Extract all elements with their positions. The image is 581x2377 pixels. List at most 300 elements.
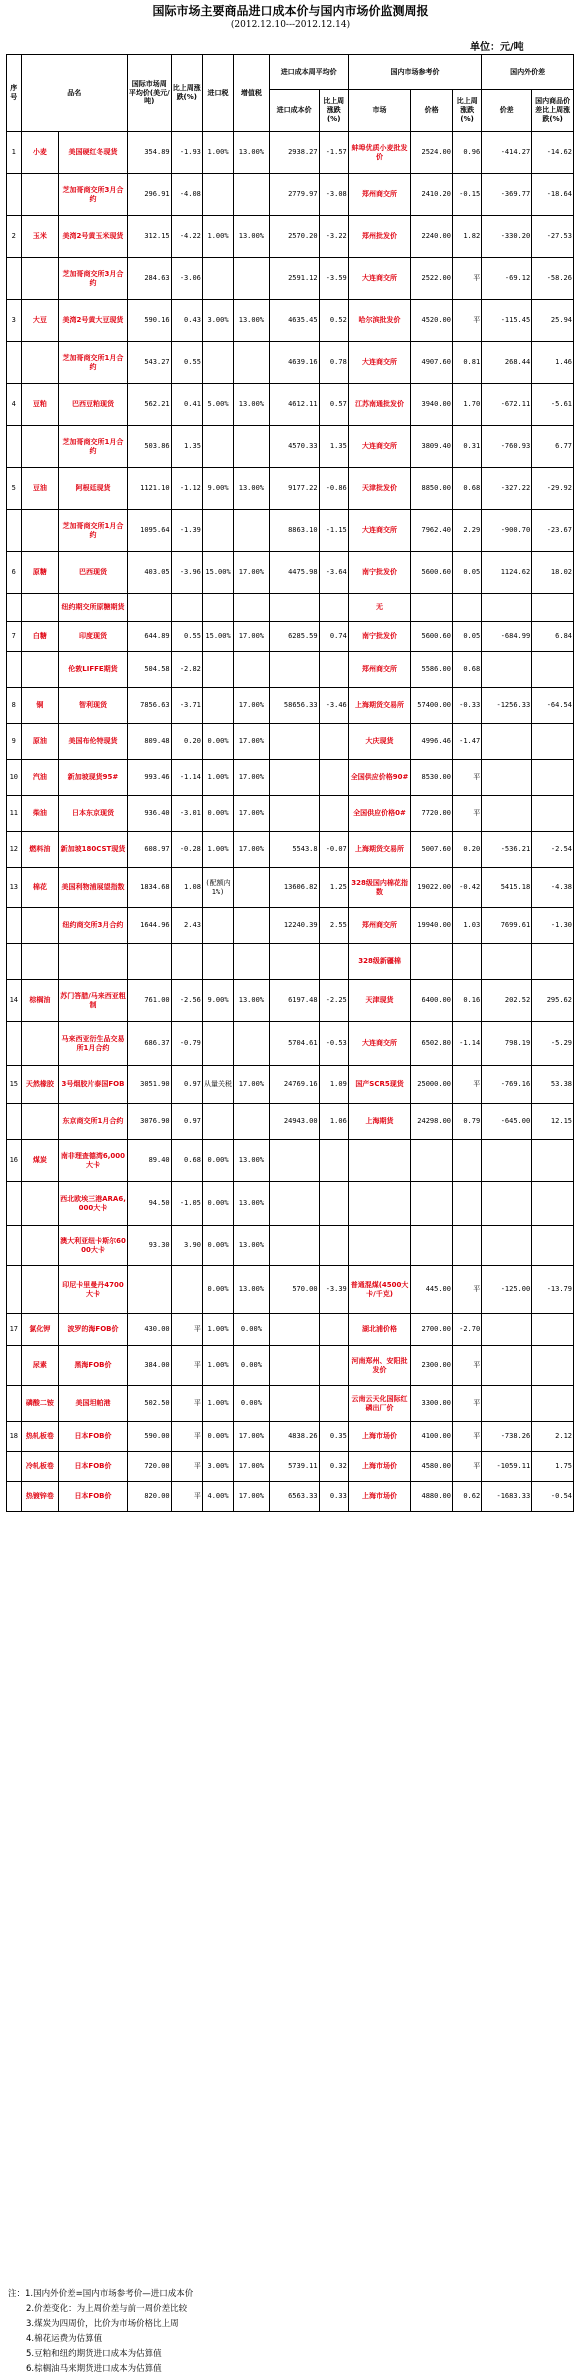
cell-drate: -2.54 — [532, 832, 574, 868]
cell-seq: 2 — [7, 216, 22, 258]
cell-drate: 6.84 — [532, 622, 574, 652]
cell-vat: 13.00% — [234, 132, 269, 174]
cell-drate: -23.67 — [532, 510, 574, 552]
cell-intl: 354.89 — [127, 132, 171, 174]
cell-intl: 3051.90 — [127, 1066, 171, 1104]
cell-ichg: 平 — [171, 1386, 202, 1422]
cell-market: 湖北浦价格 — [348, 1314, 411, 1346]
cell-vat — [234, 174, 269, 216]
cell-cost: 12240.39 — [269, 908, 319, 944]
cell-name — [21, 1182, 59, 1226]
cell-diff — [482, 1346, 532, 1386]
cell-cost: 4639.16 — [269, 342, 319, 384]
cell-diff: -900.70 — [482, 510, 532, 552]
cell-market: 蚌埠优质小麦批发价 — [348, 132, 411, 174]
cell-pchg: 1.03 — [453, 908, 482, 944]
cell-name — [21, 944, 59, 980]
cell-name: 热镀锌卷 — [21, 1482, 59, 1512]
cell-vat: 17.00% — [234, 1066, 269, 1104]
cell-cost: 5543.8 — [269, 832, 319, 868]
cell-seq: 10 — [7, 760, 22, 796]
cell-intl — [127, 944, 171, 980]
cell-cost: 24943.00 — [269, 1104, 319, 1140]
cell-diff — [482, 1226, 532, 1266]
cell-seq — [7, 1266, 22, 1314]
cell-product: 美国布伦特现货 — [59, 724, 128, 760]
cell-cost — [269, 652, 319, 688]
cell-diff: -738.26 — [482, 1422, 532, 1452]
cell-tax — [202, 652, 233, 688]
cell-market: 郑州商交所 — [348, 174, 411, 216]
cell-market: 河南郑州、安阳批发价 — [348, 1346, 411, 1386]
header-diff-group: 国内外价差 — [482, 55, 574, 90]
cell-market: 上海市场价 — [348, 1422, 411, 1452]
cell-ichg — [171, 944, 202, 980]
cell-name — [21, 174, 59, 216]
cell-cchg: 0.32 — [319, 1452, 348, 1482]
cell-seq: 7 — [7, 622, 22, 652]
cell-cchg: 0.33 — [319, 1482, 348, 1512]
header-name: 品名 — [21, 55, 127, 132]
cell-drate — [532, 724, 574, 760]
cell-intl: 3076.90 — [127, 1104, 171, 1140]
cell-ichg: -2.56 — [171, 980, 202, 1022]
cell-vat: 13.00% — [234, 1140, 269, 1182]
cell-name — [21, 908, 59, 944]
cell-name: 豆油 — [21, 468, 59, 510]
header-dom-chg: 比上周涨跌(%) — [453, 90, 482, 132]
cell-vat — [234, 342, 269, 384]
cell-price: 4907.60 — [411, 342, 453, 384]
cell-diff — [482, 1386, 532, 1422]
cell-pchg: 0.68 — [453, 468, 482, 510]
cell-tax: 5.00% — [202, 384, 233, 426]
table-row — [7, 1140, 574, 1182]
cell-intl: 504.58 — [127, 652, 171, 688]
cell-market: 普通混煤(4500大卡/千克) — [348, 1266, 411, 1314]
cell-cost: 6563.33 — [269, 1482, 319, 1512]
cell-vat — [234, 1022, 269, 1066]
cell-market: 上海市场价 — [348, 1452, 411, 1482]
cell-seq — [7, 426, 22, 468]
cell-product: 马来西亚衍生品交易所1月合约 — [59, 1022, 128, 1066]
cell-cchg — [319, 760, 348, 796]
cell-pchg: -1.14 — [453, 1022, 482, 1066]
cell-price: 2240.00 — [411, 216, 453, 258]
cell-price: 5600.60 — [411, 552, 453, 594]
cell-tax: 9.00% — [202, 468, 233, 510]
cell-cchg: -3.59 — [319, 258, 348, 300]
cell-product: 澳大利亚纽卡斯尔6000大卡 — [59, 1226, 128, 1266]
cell-intl: 7856.63 — [127, 688, 171, 724]
cell-intl: 590.16 — [127, 300, 171, 342]
cell-intl: 1834.68 — [127, 868, 171, 908]
cell-vat: 13.00% — [234, 300, 269, 342]
table-row — [7, 1104, 574, 1140]
footnote-line: 3.煤炭为四周价，比价为市场价格比上周 — [26, 2319, 179, 2329]
cell-diff — [482, 760, 532, 796]
cell-seq: 9 — [7, 724, 22, 760]
cell-pchg — [453, 1182, 482, 1226]
table-row — [7, 1386, 574, 1422]
cell-product: 伦敦LIFFE期货 — [59, 652, 128, 688]
header-price: 价格 — [411, 90, 453, 132]
footnote-line: 4.棉花运费为估算值 — [26, 2334, 103, 2344]
cell-pchg: -0.42 — [453, 868, 482, 908]
cell-vat — [234, 258, 269, 300]
cell-tax: 0.00% — [202, 724, 233, 760]
header-intl-chg: 比上周涨跌(%) — [171, 55, 202, 132]
cell-diff: -1256.33 — [482, 688, 532, 724]
cell-diff: -1683.33 — [482, 1482, 532, 1512]
cell-product: 芝加哥商交所1月合约 — [59, 510, 128, 552]
cell-ichg — [171, 1266, 202, 1314]
cell-name — [21, 1266, 59, 1314]
footnote-line: 6.棕榈油马来期货进口成本为估算值 — [26, 2364, 162, 2374]
cell-product: 波罗的海FOB价 — [59, 1314, 128, 1346]
cell-name: 铜 — [21, 688, 59, 724]
header-market: 市场 — [348, 90, 411, 132]
cell-price: 8850.00 — [411, 468, 453, 510]
cell-drate — [532, 760, 574, 796]
cell-diff — [482, 724, 532, 760]
cell-price: 4996.46 — [411, 724, 453, 760]
cell-pchg: 0.16 — [453, 980, 482, 1022]
cell-ichg: 0.97 — [171, 1104, 202, 1140]
table-row — [7, 1066, 574, 1104]
cell-price — [411, 944, 453, 980]
cell-market: 上海期货交易所 — [348, 688, 411, 724]
cell-product: 新加坡现货95# — [59, 760, 128, 796]
cell-diff: 798.19 — [482, 1022, 532, 1066]
cell-intl: 936.40 — [127, 796, 171, 832]
cell-seq: 12 — [7, 832, 22, 868]
cell-intl: 502.50 — [127, 1386, 171, 1422]
cell-pchg: -2.70 — [453, 1314, 482, 1346]
cell-pchg: 平 — [453, 1066, 482, 1104]
cell-pchg: 2.29 — [453, 510, 482, 552]
cell-product: 新加坡180CST现货 — [59, 832, 128, 868]
cell-tax: 1.00% — [202, 132, 233, 174]
cell-intl: 1644.96 — [127, 908, 171, 944]
cell-name — [21, 1104, 59, 1140]
cell-cchg — [319, 944, 348, 980]
cell-name: 磷酸二铵 — [21, 1386, 59, 1422]
cell-diff: -536.21 — [482, 832, 532, 868]
cell-cost: 2591.12 — [269, 258, 319, 300]
cell-market: 南宁批发价 — [348, 552, 411, 594]
cell-vat: 17.00% — [234, 552, 269, 594]
cell-ichg: 3.90 — [171, 1226, 202, 1266]
cell-product: 印尼卡里曼丹4700大卡 — [59, 1266, 128, 1314]
header-intl-avg: 国际市场周平均价(美元/吨) — [127, 55, 171, 132]
cell-cost: 58656.33 — [269, 688, 319, 724]
cell-vat: 13.00% — [234, 1266, 269, 1314]
cell-ichg: -1.14 — [171, 760, 202, 796]
cell-name: 棕榈油 — [21, 980, 59, 1022]
cell-diff: -69.12 — [482, 258, 532, 300]
cell-vat — [234, 426, 269, 468]
cell-vat — [234, 594, 269, 622]
cell-tax — [202, 1022, 233, 1066]
table-row — [7, 384, 574, 426]
table-row — [7, 796, 574, 832]
table-row — [7, 1422, 574, 1452]
table-row — [7, 908, 574, 944]
cell-drate — [532, 944, 574, 980]
cell-price: 19940.00 — [411, 908, 453, 944]
cell-intl: 761.00 — [127, 980, 171, 1022]
cell-ichg: -1.12 — [171, 468, 202, 510]
cell-vat: 0.00% — [234, 1346, 269, 1386]
cell-vat: 17.00% — [234, 796, 269, 832]
cell-product: 西北欧埃三港ARA6,000大卡 — [59, 1182, 128, 1226]
cell-intl: 1095.64 — [127, 510, 171, 552]
cell-name — [21, 342, 59, 384]
cell-pchg: 0.05 — [453, 552, 482, 594]
cell-drate: -58.26 — [532, 258, 574, 300]
cell-cost: 4475.98 — [269, 552, 319, 594]
cell-diff: 1124.62 — [482, 552, 532, 594]
cell-market: 328级新疆棉 — [348, 944, 411, 980]
cell-tax — [202, 594, 233, 622]
cell-intl: 89.40 — [127, 1140, 171, 1182]
cell-pchg: 平 — [453, 760, 482, 796]
table-row — [7, 510, 574, 552]
cell-diff: -684.99 — [482, 622, 532, 652]
cell-vat — [234, 510, 269, 552]
table-row — [7, 594, 574, 622]
cell-tax: 1.00% — [202, 832, 233, 868]
table-row — [7, 216, 574, 258]
cell-pchg: -1.47 — [453, 724, 482, 760]
table-row — [7, 1482, 574, 1512]
table-row — [7, 760, 574, 796]
cell-market: 大庆现货 — [348, 724, 411, 760]
cell-name: 白糖 — [21, 622, 59, 652]
cell-cost: 13606.82 — [269, 868, 319, 908]
cell-pchg — [453, 1140, 482, 1182]
cell-cost — [269, 594, 319, 622]
cell-price: 7720.00 — [411, 796, 453, 832]
cell-intl: 809.48 — [127, 724, 171, 760]
cell-market: 大连商交所 — [348, 258, 411, 300]
cell-pchg: -0.15 — [453, 174, 482, 216]
cell-cchg: 1.25 — [319, 868, 348, 908]
cell-name: 天然橡胶 — [21, 1066, 59, 1104]
cell-market: 郑州商交所 — [348, 652, 411, 688]
cell-drate — [532, 652, 574, 688]
cell-product — [59, 944, 128, 980]
cell-cchg: 0.57 — [319, 384, 348, 426]
table-row — [7, 552, 574, 594]
cell-pchg: -0.33 — [453, 688, 482, 724]
cell-drate: -0.54 — [532, 1482, 574, 1512]
cell-ichg: 平 — [171, 1346, 202, 1386]
footnote-line: 2.价差变化：为上周价差与前一周价差比较 — [26, 2304, 188, 2314]
cell-vat: 17.00% — [234, 688, 269, 724]
cell-ichg: 0.68 — [171, 1140, 202, 1182]
cell-intl: 590.00 — [127, 1422, 171, 1452]
cell-name: 棉花 — [21, 868, 59, 908]
cell-seq: 17 — [7, 1314, 22, 1346]
cell-price: 2410.20 — [411, 174, 453, 216]
cell-tax — [202, 688, 233, 724]
cell-cost: 570.00 — [269, 1266, 319, 1314]
cell-pchg: 0.05 — [453, 622, 482, 652]
cell-seq — [7, 342, 22, 384]
cell-cchg: -3.08 — [319, 174, 348, 216]
cell-vat: 13.00% — [234, 384, 269, 426]
cell-market: 上海期货 — [348, 1104, 411, 1140]
cell-pchg: 平 — [453, 796, 482, 832]
cell-vat: 17.00% — [234, 1452, 269, 1482]
cell-drate: -4.38 — [532, 868, 574, 908]
cell-product: 美湾2号黄大豆现货 — [59, 300, 128, 342]
cell-seq: 6 — [7, 552, 22, 594]
cell-pchg: 平 — [453, 1386, 482, 1422]
cell-cost — [269, 796, 319, 832]
cell-pchg: 平 — [453, 300, 482, 342]
table-row — [7, 980, 574, 1022]
cell-tax: 4.00% — [202, 1482, 233, 1512]
cell-market: 全国供应价格90# — [348, 760, 411, 796]
cell-intl: 720.00 — [127, 1452, 171, 1482]
cell-market: 大连商交所 — [348, 510, 411, 552]
cell-cchg: 1.09 — [319, 1066, 348, 1104]
cell-cchg: 1.35 — [319, 426, 348, 468]
cell-product: 阿根廷现货 — [59, 468, 128, 510]
cell-seq: 4 — [7, 384, 22, 426]
cell-tax — [202, 510, 233, 552]
cell-tax — [202, 426, 233, 468]
cell-tax: 15.00% — [202, 552, 233, 594]
cell-tax — [202, 174, 233, 216]
report-date-range: (2012.12.10---2012.12.14) — [230, 20, 351, 30]
cell-intl: 608.97 — [127, 832, 171, 868]
cell-name: 豆粕 — [21, 384, 59, 426]
cell-pchg: 0.62 — [453, 1482, 482, 1512]
cell-drate — [532, 796, 574, 832]
cell-seq — [7, 1226, 22, 1266]
cell-market: 哈尔滨批发价 — [348, 300, 411, 342]
cell-seq — [7, 1482, 22, 1512]
cell-ichg: -3.96 — [171, 552, 202, 594]
cell-intl: 284.63 — [127, 258, 171, 300]
cell-pchg: 0.31 — [453, 426, 482, 468]
cell-intl: 644.89 — [127, 622, 171, 652]
cell-intl: 993.46 — [127, 760, 171, 796]
cell-market: 天津现货 — [348, 980, 411, 1022]
cell-drate: 1.46 — [532, 342, 574, 384]
table-row — [7, 688, 574, 724]
header-import-tax: 进口税 — [202, 55, 233, 132]
cell-seq — [7, 944, 22, 980]
header-import-cost: 进口成本价 — [269, 90, 319, 132]
cell-vat: 13.00% — [234, 1226, 269, 1266]
cell-tax: 0.00% — [202, 796, 233, 832]
cell-name — [21, 258, 59, 300]
cell-cost: 6197.48 — [269, 980, 319, 1022]
table-row — [7, 258, 574, 300]
cell-name: 尿素 — [21, 1346, 59, 1386]
cell-drate — [532, 1346, 574, 1386]
cell-market — [348, 1140, 411, 1182]
cell-drate — [532, 594, 574, 622]
cell-drate: 2.12 — [532, 1422, 574, 1452]
cell-diff: -369.77 — [482, 174, 532, 216]
cell-name: 玉米 — [21, 216, 59, 258]
cell-cost: 24769.16 — [269, 1066, 319, 1104]
cell-name: 冷轧板卷 — [21, 1452, 59, 1482]
cell-seq — [7, 908, 22, 944]
cell-seq — [7, 652, 22, 688]
cell-ichg: 2.43 — [171, 908, 202, 944]
cell-vat — [234, 944, 269, 980]
cell-tax — [202, 1104, 233, 1140]
cell-ichg: 0.97 — [171, 1066, 202, 1104]
cell-price: 2300.00 — [411, 1346, 453, 1386]
unit-label: 单位：元/吨 — [470, 42, 524, 53]
cell-tax — [202, 258, 233, 300]
cell-vat — [234, 868, 269, 908]
cell-product: 芝加哥商交所3月合约 — [59, 174, 128, 216]
cell-ichg: 平 — [171, 1314, 202, 1346]
cell-tax: 0.00% — [202, 1226, 233, 1266]
cell-cchg — [319, 1140, 348, 1182]
cell-ichg: 0.55 — [171, 622, 202, 652]
cell-seq — [7, 174, 22, 216]
cell-intl: 296.91 — [127, 174, 171, 216]
cell-tax: 3.00% — [202, 300, 233, 342]
cell-price: 2522.00 — [411, 258, 453, 300]
cell-drate: 18.02 — [532, 552, 574, 594]
cell-product: 巴西现货 — [59, 552, 128, 594]
table-row — [7, 1182, 574, 1226]
cell-tax: 3.00% — [202, 1452, 233, 1482]
cell-seq — [7, 1104, 22, 1140]
cell-vat: 0.00% — [234, 1386, 269, 1422]
cell-ichg: -2.82 — [171, 652, 202, 688]
cell-price: 6502.80 — [411, 1022, 453, 1066]
cell-intl — [127, 1266, 171, 1314]
cell-vat: 0.00% — [234, 1314, 269, 1346]
cell-price: 2524.00 — [411, 132, 453, 174]
cell-product: 日本FOB价 — [59, 1482, 128, 1512]
cell-pchg: 1.82 — [453, 216, 482, 258]
cell-product: 印度现货 — [59, 622, 128, 652]
cell-vat: 13.00% — [234, 468, 269, 510]
cell-seq — [7, 1386, 22, 1422]
cell-market: 大连商交所 — [348, 1022, 411, 1066]
cell-seq: 5 — [7, 468, 22, 510]
cell-pchg: 0.81 — [453, 342, 482, 384]
cell-ichg: 0.41 — [171, 384, 202, 426]
cell-drate: 53.38 — [532, 1066, 574, 1104]
cell-seq — [7, 1452, 22, 1482]
table-row — [7, 868, 574, 908]
table-row — [7, 1452, 574, 1482]
cell-cost — [269, 1226, 319, 1266]
cell-vat — [234, 908, 269, 944]
cell-market: 云南云天化国际红磷出厂价 — [348, 1386, 411, 1422]
cell-cost: 4612.11 — [269, 384, 319, 426]
cell-tax: 1.00% — [202, 216, 233, 258]
cell-ichg: -3.71 — [171, 688, 202, 724]
cell-intl: 1121.10 — [127, 468, 171, 510]
cell-seq: 1 — [7, 132, 22, 174]
cell-price: 24298.00 — [411, 1104, 453, 1140]
